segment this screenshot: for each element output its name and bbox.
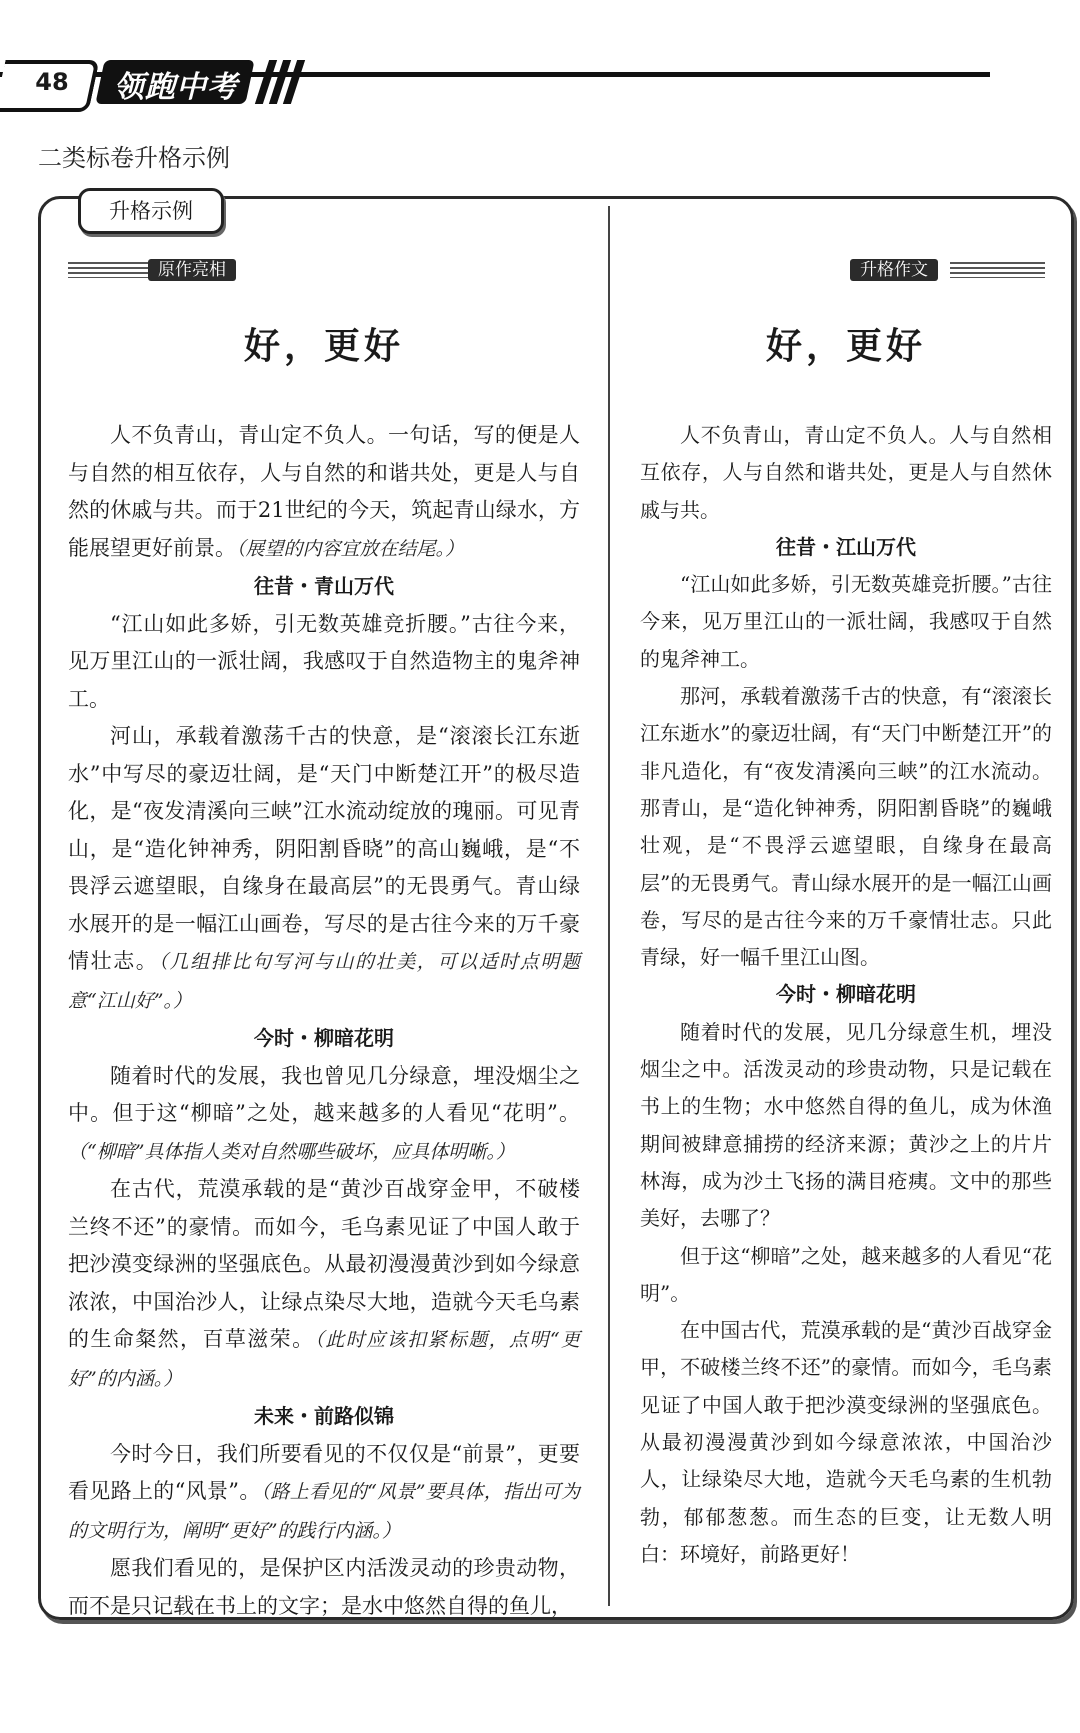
paragraph: 那河，承载着激荡千古的快意，有“滚滚长江东逝水”的豪迈壮阔，有“天门中断楚江开”的非凡造化，有“夜发清溪向三峡”的江水流动。那青山，是“造化钟神秀，阴阳割昏晓”的巍峨壮观，是“不畏浮云遮望眼，自缘身在最高层”的无畏勇气。青山绿水展开的是一幅江山画卷，写尽的是古往今来的万千豪情壮志。只此青绿，好一幅千里江山图。 xyxy=(640,684,1052,970)
paragraph xyxy=(68,718,580,1020)
right-ribbon-label: 升格作文 xyxy=(850,259,938,281)
paragraph-text: 在古代，荒漠承载的是“黄沙百战穿金甲，不破楼兰终不还”的豪情。而如今，毛乌素见证了中国人敢于把沙漠变绿洲的坚强底色。从最初漫漫黄沙到如今绿意浓浓，中国治沙人，让绿点染尽大地，造就今天毛乌素的生命粲然，百草滋荣。 xyxy=(68,1177,580,1351)
paragraph xyxy=(68,1171,580,1398)
paragraph-text: 人不负青山，青山定不负人。一句话，写的便是人与自然的相互依存，人与自然的和谐共处，更是人与自然的休戚与共。而于21世纪的今天，筑起青山绿水，方能展望更好前景。 xyxy=(68,423,580,560)
comment-note: （此时应该扣紧标题，点明“更好”的内涵。） xyxy=(68,1329,580,1390)
section-heading: 今时・柳暗花明 xyxy=(254,1026,394,1050)
improved-essay xyxy=(640,318,1052,1573)
paragraph: 但于这“柳暗”之处，越来越多的人看见“花明”。 xyxy=(640,1243,1052,1305)
comment-note: （路上看见的“风景”要具体，指出可为的文明行为，阐明“更好”的践行内涵。） xyxy=(68,1481,580,1542)
ribbon-lines xyxy=(68,262,158,278)
comment-note: （几组排比句写河与山的壮美，可以适时点明题意“江山好”。） xyxy=(68,951,580,1012)
paragraph: 在中国古代，荒漠承载的是“黄沙百战穿金甲，不破楼兰终不还”的豪情。而如今，毛乌素见证了中国人敢于把沙漠变绿洲的坚强底色。从最初漫漫黄沙到如今绿意浓浓，中国治沙人，让绿染尽大地，造就今天毛乌素的生机勃勃，郁郁葱葱。而生态的巨变，让无数人明白：环境好，前路更好！ xyxy=(640,1318,1052,1566)
paragraph-text: 随着时代的发展，我也曾见几分绿意，埋没烟尘之中。但于这“柳暗”之处，越来越多的人看见“花明”。 xyxy=(68,1063,580,1125)
paragraph: “江山如此多娇，引无数英雄竞折腰。”古往今来，见万里江山的一派壮阔，我感叹于自然造物主的鬼斧神工。 xyxy=(68,611,580,711)
paragraph: 愿我们看见的，是保护区内活泼灵动的珍贵动物，而不是只记载在书上的文字；是水中悠然自得的鱼儿， xyxy=(68,1556,580,1618)
page-number: 48 xyxy=(35,68,69,96)
paragraph xyxy=(68,1436,580,1551)
section-heading: 往昔・青山万代 xyxy=(254,574,394,598)
right-ribbon xyxy=(850,259,1050,281)
left-ribbon-label: 原作亮相 xyxy=(148,259,236,281)
paragraph xyxy=(68,417,580,568)
section-subtitle: 二类标卷升格示例 xyxy=(38,144,230,172)
original-essay xyxy=(68,318,580,1625)
section-heading: 往昔・江山万代 xyxy=(776,534,916,559)
ribbon-lines xyxy=(950,262,1045,278)
comment-note: （“柳暗”具体指人类对自然哪些破坏，应具体明晰。） xyxy=(68,1140,515,1163)
section-heading: 今时・柳暗花明 xyxy=(776,982,916,1007)
section-heading: 未来・前路似锦 xyxy=(254,1404,394,1428)
essay-title: 好，更好 xyxy=(765,325,926,367)
column-divider xyxy=(608,206,610,1606)
comment-note: （展望的内容宜放在结尾。） xyxy=(236,537,465,560)
paragraph xyxy=(68,1058,580,1172)
essay-title: 好，更好 xyxy=(243,325,404,367)
paragraph: “江山如此多娇，引无数英雄竞折腰。”古往今来，见万里江山的一派壮阔，我感叹于自然的鬼斧神工。 xyxy=(640,572,1052,671)
paragraph-text: 河山，承载着激荡千古的快意，是“滚滚长江东逝水”中写尽的豪迈壮阔，是“天门中断楚江开”的极尽造化，是“夜发清溪向三峡”江水流动绽放的瑰丽。可见青山，是“造化钟神秀，阴阳割昏晓”的高山巍峨，是“不畏浮云遮望眼，自缘身在最高层”的无畏勇气。青山绿水展开的是一幅江山画卷，写尽的是古往今来的万千豪情壮志。 xyxy=(68,724,580,973)
paragraph-text: 今时今日，我们所要看见的不仅仅是“前景”，更要看见路上的“风景”。 xyxy=(68,1441,580,1503)
paragraph: 人不负青山，青山定不负人。人与自然相互依存，人与自然和谐共处，更是人与自然休戚与共。 xyxy=(640,423,1052,522)
left-ribbon xyxy=(68,259,248,281)
frame-tab: 升格示例 xyxy=(78,188,224,234)
brand-title: 领跑中考 xyxy=(114,70,238,105)
paragraph: 随着时代的发展，见几分绿意生机，埋没烟尘之中。活泼灵动的珍贵动物，只是记载在书上的生物；水中悠然自得的鱼儿，成为休渔期间被肆意捕捞的经济来源；黄沙之上的片片林海，成为沙土飞扬的满目疮痍。文中的那些美好，去哪了？ xyxy=(640,1019,1052,1231)
